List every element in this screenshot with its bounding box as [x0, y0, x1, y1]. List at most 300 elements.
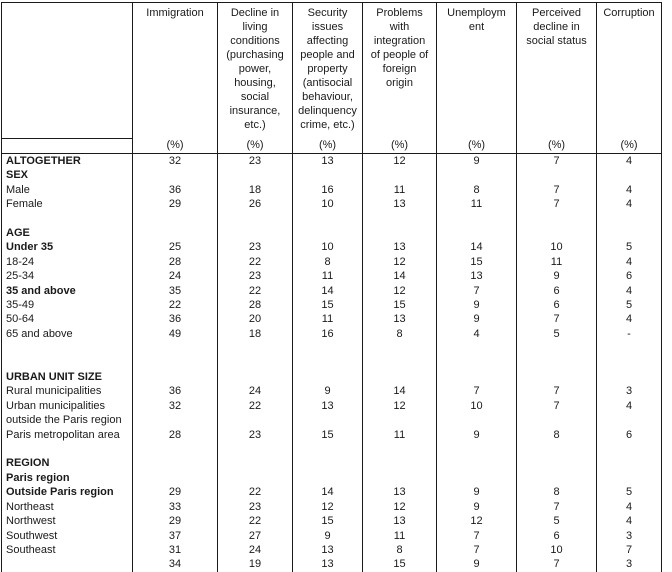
- row-label: [2, 240, 133, 254]
- row-label: [2, 226, 133, 240]
- value-cell: [437, 168, 517, 182]
- value-cell: [133, 226, 218, 240]
- column-title-line: Corruption: [603, 7, 655, 19]
- value-cell: [133, 370, 218, 384]
- value-cell: [437, 341, 517, 355]
- value-cell: [437, 356, 517, 370]
- table-row: [2, 399, 662, 428]
- value-cell: 34: [133, 557, 218, 572]
- value-cell: 10: [293, 197, 363, 211]
- value-cell: [218, 168, 293, 182]
- column-title-line: Problems: [376, 7, 423, 19]
- value-cell: 49: [133, 327, 218, 341]
- value-cell: 13: [363, 485, 437, 499]
- value-cell: 4: [597, 183, 662, 197]
- value-cell: 16: [293, 327, 363, 341]
- row-label-text: SEX: [6, 169, 29, 182]
- value-cell: 4: [597, 312, 662, 326]
- value-cell: 29: [133, 485, 218, 499]
- value-cell: 11: [293, 269, 363, 283]
- table-row: [2, 284, 662, 298]
- value-cell: [133, 168, 218, 182]
- value-cell: 4: [597, 255, 662, 269]
- value-cell: [517, 370, 597, 384]
- row-label-text: Paris metropolitan area: [6, 428, 120, 441]
- value-cell: 7: [517, 154, 597, 169]
- value-cell: 9: [437, 428, 517, 442]
- row-label: [2, 543, 133, 557]
- row-label-text: Rural municipalities: [6, 385, 102, 398]
- unit-label: (%): [620, 139, 638, 151]
- row-label: [2, 298, 133, 312]
- value-cell: 13: [437, 269, 517, 283]
- row-label-text: Southwest: [6, 529, 58, 542]
- value-cell: 7: [517, 197, 597, 211]
- column-title: [603, 3, 654, 20]
- table-row: [2, 168, 662, 182]
- value-cell: 26: [218, 197, 293, 211]
- column-title-line: Security: [307, 7, 348, 19]
- row-label-text: 35 and above: [6, 284, 76, 297]
- table-row: [2, 456, 662, 470]
- table-row: [2, 428, 662, 442]
- value-cell: 14: [363, 384, 437, 398]
- value-cell: 18: [218, 183, 293, 197]
- value-cell: 13: [293, 154, 363, 169]
- column-title: [371, 3, 429, 90]
- unit-label: (%): [166, 139, 184, 151]
- value-cell: 3: [597, 557, 662, 572]
- row-label-text: Southeast: [6, 543, 56, 556]
- value-cell: 12: [363, 255, 437, 269]
- value-cell: [517, 226, 597, 240]
- value-cell: 8: [363, 543, 437, 557]
- value-cell: 14: [293, 485, 363, 499]
- value-cell: [437, 442, 517, 456]
- value-cell: 37: [133, 529, 218, 543]
- value-cell: 12: [363, 284, 437, 298]
- value-cell: 4: [597, 154, 662, 169]
- value-cell: [517, 168, 597, 182]
- value-cell: [218, 471, 293, 485]
- row-label: [2, 341, 133, 355]
- value-cell: 12: [363, 154, 437, 169]
- value-cell: [597, 456, 662, 470]
- value-cell: 4: [597, 197, 662, 211]
- value-cell: 35: [133, 284, 218, 298]
- unit-label: (%): [246, 139, 264, 151]
- row-label: [2, 168, 133, 182]
- column-title-line: living: [242, 21, 268, 33]
- value-cell: 10: [437, 399, 517, 428]
- table-row: [2, 154, 662, 169]
- value-cell: 32: [133, 399, 218, 428]
- value-cell: [437, 456, 517, 470]
- column-title-line: (antisocial: [302, 77, 353, 89]
- value-cell: 12: [437, 514, 517, 528]
- column-title-line: Unemploym: [447, 7, 506, 19]
- column-title-line: housing,: [234, 77, 276, 89]
- value-cell: -: [597, 327, 662, 341]
- column-title-line: property: [307, 63, 348, 75]
- value-cell: [597, 356, 662, 370]
- value-cell: 12: [363, 500, 437, 514]
- value-cell: [293, 341, 363, 355]
- value-cell: 20: [218, 312, 293, 326]
- column-title: [526, 3, 587, 48]
- value-cell: [517, 442, 597, 456]
- value-cell: [218, 212, 293, 226]
- value-cell: 15: [293, 514, 363, 528]
- value-cell: 15: [293, 428, 363, 442]
- unit-label: (%): [547, 139, 566, 151]
- value-cell: 10: [517, 240, 597, 254]
- row-label-text: Under 35: [6, 241, 54, 254]
- table-row: [2, 514, 662, 528]
- row-label-text: AGE: [6, 227, 30, 240]
- table-row: [2, 327, 662, 341]
- value-cell: 28: [133, 428, 218, 442]
- value-cell: 15: [437, 255, 517, 269]
- value-cell: 7: [517, 183, 597, 197]
- value-cell: [363, 442, 437, 456]
- table-row: [2, 529, 662, 543]
- row-label: [2, 154, 133, 169]
- column-title-line: decline in: [533, 21, 580, 33]
- value-cell: [133, 456, 218, 470]
- value-cell: 8: [363, 327, 437, 341]
- table-row: [2, 370, 662, 384]
- value-cell: 14: [363, 269, 437, 283]
- value-cell: 7: [437, 543, 517, 557]
- value-cell: 4: [597, 500, 662, 514]
- table-header: [2, 3, 662, 154]
- value-cell: 4: [597, 284, 662, 298]
- value-cell: 7: [517, 557, 597, 572]
- value-cell: [293, 442, 363, 456]
- value-cell: 7: [437, 284, 517, 298]
- value-cell: [218, 341, 293, 355]
- row-label-text: Outside Paris region: [6, 486, 114, 499]
- unit-label: (%): [390, 139, 409, 151]
- row-label: [2, 399, 133, 428]
- value-cell: 22: [218, 284, 293, 298]
- value-cell: 13: [363, 514, 437, 528]
- column-title-line: with: [389, 21, 410, 33]
- spacer-row: [2, 442, 662, 456]
- corner-divider: [2, 138, 132, 139]
- column-header: [218, 3, 293, 154]
- column-title-line: etc.): [244, 119, 266, 131]
- row-label: [2, 557, 133, 572]
- column-title: [298, 3, 357, 132]
- row-label-text: 50-64: [6, 313, 35, 326]
- value-cell: 5: [597, 298, 662, 312]
- value-cell: 12: [363, 399, 437, 428]
- value-cell: 22: [218, 514, 293, 528]
- value-cell: 3: [597, 529, 662, 543]
- value-cell: [363, 456, 437, 470]
- value-cell: 8: [517, 485, 597, 499]
- column-title-line: affecting: [306, 35, 349, 47]
- row-label-text: 65 and above: [6, 327, 73, 340]
- column-title-line: issues: [311, 21, 344, 33]
- value-cell: 7: [517, 384, 597, 398]
- row-label-text: REGION: [6, 457, 50, 470]
- value-cell: 6: [517, 529, 597, 543]
- value-cell: 12: [293, 500, 363, 514]
- row-label-text: Paris region: [6, 471, 70, 484]
- row-label-text: 35-49: [6, 299, 35, 312]
- value-cell: 15: [363, 557, 437, 572]
- column-header: [517, 3, 597, 154]
- value-cell: [597, 370, 662, 384]
- value-cell: 8: [437, 183, 517, 197]
- table-body: [2, 154, 662, 572]
- spacer-row: [2, 212, 662, 226]
- row-label: [2, 384, 133, 398]
- row-label: [2, 212, 133, 226]
- table-row: [2, 183, 662, 197]
- value-cell: 11: [363, 428, 437, 442]
- value-cell: [597, 341, 662, 355]
- row-label: [2, 514, 133, 528]
- row-label-text: ALTOGETHER: [6, 155, 81, 167]
- column-title-line: people and: [300, 49, 355, 61]
- value-cell: [363, 212, 437, 226]
- column-header: [437, 3, 517, 154]
- value-cell: [437, 212, 517, 226]
- value-cell: [218, 226, 293, 240]
- value-cell: 7: [437, 384, 517, 398]
- value-cell: 6: [597, 269, 662, 283]
- table-row: [2, 312, 662, 326]
- value-cell: 9: [437, 298, 517, 312]
- column-title-line: insurance,: [229, 105, 281, 117]
- value-cell: 13: [363, 312, 437, 326]
- value-cell: 7: [517, 312, 597, 326]
- table-row: [2, 500, 662, 514]
- column-title-line: origin: [386, 77, 413, 89]
- value-cell: [218, 356, 293, 370]
- value-cell: 9: [437, 485, 517, 499]
- value-cell: 36: [133, 183, 218, 197]
- spacer-row: [2, 341, 662, 355]
- value-cell: 24: [218, 384, 293, 398]
- value-cell: [363, 356, 437, 370]
- row-label: [2, 500, 133, 514]
- value-cell: 7: [597, 543, 662, 557]
- unit-label: (%): [467, 139, 486, 151]
- unit-label: (%): [318, 139, 337, 151]
- row-label: [2, 471, 133, 485]
- value-cell: 22: [218, 255, 293, 269]
- value-cell: [517, 212, 597, 226]
- column-title-line: (purchasing: [226, 49, 284, 61]
- value-cell: 18: [218, 327, 293, 341]
- value-cell: 22: [218, 399, 293, 428]
- row-label: [2, 442, 133, 456]
- row-label-text-continued: outside the Paris region: [6, 414, 122, 427]
- table-row: [2, 269, 662, 283]
- value-cell: [293, 370, 363, 384]
- row-label: [2, 327, 133, 341]
- row-label-text: Urban municipalities: [6, 399, 106, 412]
- row-label: [2, 284, 133, 298]
- row-label: [2, 456, 133, 470]
- value-cell: [517, 356, 597, 370]
- value-cell: [517, 456, 597, 470]
- value-cell: 11: [437, 197, 517, 211]
- value-cell: 23: [218, 154, 293, 169]
- row-label-text: Male: [6, 183, 30, 196]
- value-cell: [218, 370, 293, 384]
- value-cell: 9: [437, 312, 517, 326]
- value-cell: [437, 471, 517, 485]
- column-title: [447, 3, 506, 34]
- value-cell: 9: [437, 154, 517, 169]
- value-cell: 3: [597, 384, 662, 398]
- table-row: [2, 240, 662, 254]
- column-title-line: of people of: [370, 49, 429, 61]
- value-cell: 5: [517, 514, 597, 528]
- row-label-text: 18-24: [6, 255, 35, 268]
- value-cell: [437, 226, 517, 240]
- value-cell: 7: [437, 529, 517, 543]
- value-cell: [517, 341, 597, 355]
- column-title: [226, 3, 283, 132]
- table-row: [2, 226, 662, 240]
- value-cell: 23: [218, 269, 293, 283]
- value-cell: [293, 356, 363, 370]
- row-label: [2, 529, 133, 543]
- column-title: [146, 3, 203, 20]
- table-row: [2, 255, 662, 269]
- value-cell: [597, 212, 662, 226]
- value-cell: 14: [293, 284, 363, 298]
- value-cell: [133, 356, 218, 370]
- value-cell: 13: [293, 557, 363, 572]
- column-title-line: ent: [468, 21, 485, 33]
- row-label: [2, 370, 133, 384]
- value-cell: 29: [133, 514, 218, 528]
- row-label-text: URBAN UNIT SIZE: [6, 371, 102, 384]
- value-cell: [597, 226, 662, 240]
- table-row: [2, 384, 662, 398]
- value-cell: 7: [517, 399, 597, 428]
- value-cell: [363, 471, 437, 485]
- row-label: [2, 485, 133, 499]
- value-cell: 9: [437, 557, 517, 572]
- value-cell: 7: [517, 500, 597, 514]
- value-cell: 14: [437, 240, 517, 254]
- value-cell: 8: [517, 428, 597, 442]
- table-row: [2, 557, 662, 572]
- corner-cell: [2, 3, 133, 154]
- value-cell: [293, 471, 363, 485]
- table-row: [2, 471, 662, 485]
- value-cell: 11: [293, 312, 363, 326]
- value-cell: [597, 442, 662, 456]
- row-label-text: 25-34: [6, 270, 35, 283]
- value-cell: 33: [133, 500, 218, 514]
- value-cell: 5: [597, 485, 662, 499]
- value-cell: 5: [597, 240, 662, 254]
- column-title-line: social: [240, 91, 270, 103]
- value-cell: 36: [133, 384, 218, 398]
- value-cell: [597, 168, 662, 182]
- value-cell: 6: [597, 428, 662, 442]
- value-cell: [363, 226, 437, 240]
- value-cell: 15: [293, 298, 363, 312]
- row-label-text: Northwest: [6, 515, 56, 528]
- value-cell: [133, 212, 218, 226]
- value-cell: 11: [363, 183, 437, 197]
- value-cell: 27: [218, 529, 293, 543]
- value-cell: [293, 212, 363, 226]
- value-cell: 25: [133, 240, 218, 254]
- row-label: [2, 255, 133, 269]
- value-cell: [597, 471, 662, 485]
- value-cell: 29: [133, 197, 218, 211]
- column-title-line: behaviour,: [302, 91, 353, 103]
- value-cell: 9: [293, 384, 363, 398]
- table-row: [2, 298, 662, 312]
- value-cell: 32: [133, 154, 218, 169]
- value-cell: 16: [293, 183, 363, 197]
- table-row: [2, 485, 662, 499]
- value-cell: [293, 168, 363, 182]
- value-cell: 31: [133, 543, 218, 557]
- value-cell: [363, 341, 437, 355]
- value-cell: [517, 471, 597, 485]
- value-cell: 15: [363, 298, 437, 312]
- spacer-row: [2, 356, 662, 370]
- value-cell: 13: [363, 197, 437, 211]
- value-cell: 9: [293, 529, 363, 543]
- value-cell: 5: [517, 327, 597, 341]
- value-cell: 19: [218, 557, 293, 572]
- value-cell: 28: [133, 255, 218, 269]
- row-label: [2, 428, 133, 442]
- column-title-line: crime, etc.): [300, 119, 355, 131]
- value-cell: 4: [437, 327, 517, 341]
- value-cell: 22: [218, 485, 293, 499]
- value-cell: 23: [218, 240, 293, 254]
- value-cell: [363, 168, 437, 182]
- value-cell: 10: [517, 543, 597, 557]
- row-label-text: Northeast: [6, 500, 54, 513]
- column-title-line: Perceived: [532, 7, 581, 19]
- value-cell: 6: [517, 284, 597, 298]
- column-header: [597, 3, 662, 154]
- row-label: [2, 183, 133, 197]
- value-cell: 8: [293, 255, 363, 269]
- column-title-line: delinquency: [298, 105, 357, 117]
- value-cell: 13: [293, 543, 363, 557]
- column-title-line: social status: [526, 35, 587, 47]
- row-label-text: Female: [6, 198, 43, 211]
- value-cell: 9: [437, 500, 517, 514]
- value-cell: 24: [133, 269, 218, 283]
- value-cell: 28: [218, 298, 293, 312]
- column-title-line: foreign: [382, 63, 417, 75]
- value-cell: 6: [517, 298, 597, 312]
- header-row: [2, 3, 662, 154]
- value-cell: 9: [517, 269, 597, 283]
- value-cell: 10: [293, 240, 363, 254]
- value-cell: [133, 442, 218, 456]
